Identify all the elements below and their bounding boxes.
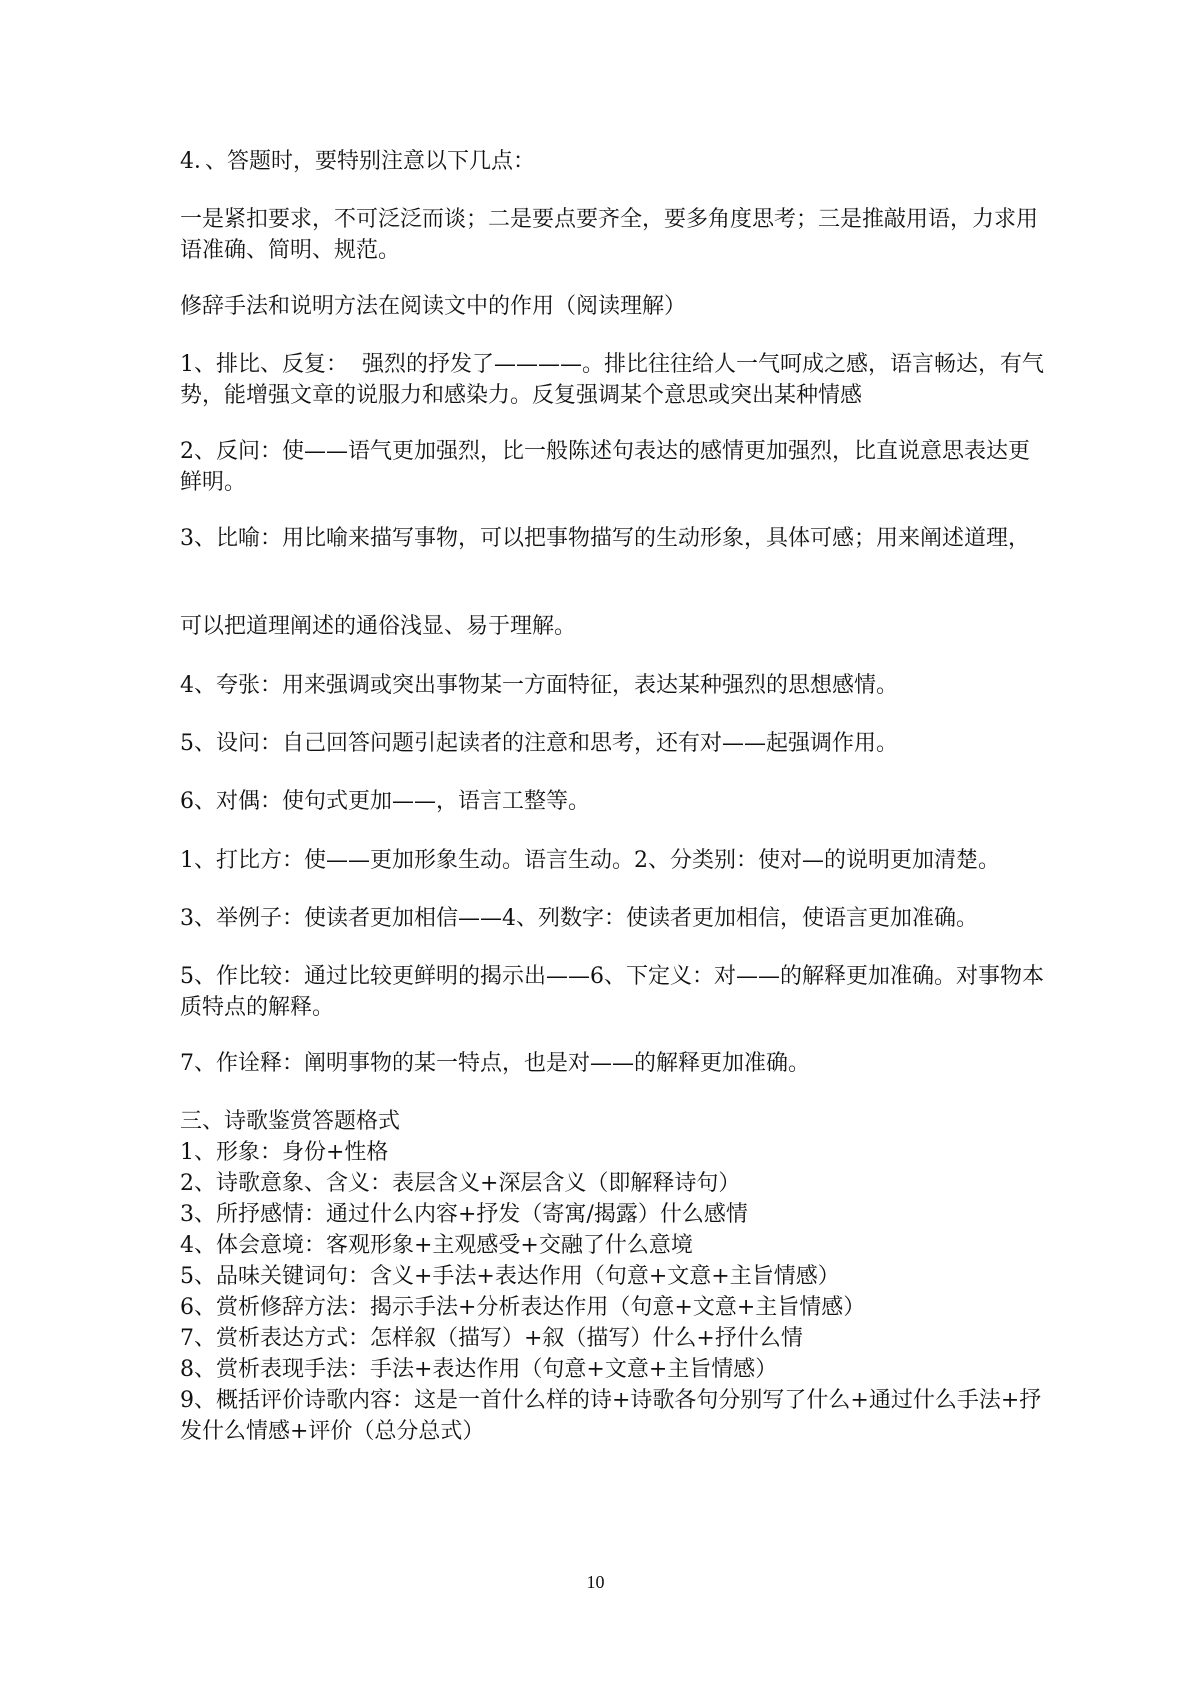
paragraph-antithesis: 6、对偶：使句式更加——，语言工整等。 xyxy=(180,789,590,814)
paragraph-comparison: 5、作比较：通过比较更鲜明的揭示出——6、下定义：对——的解释更加准确。对事物本质特点的解释。 xyxy=(180,964,1044,1020)
page-number: 10 xyxy=(586,1572,605,1592)
paragraph-answer-tips-heading: 4．、答题时，要特别注意以下几点： xyxy=(180,149,535,174)
paragraph-interpretation: 7、作诠释：阐明事物的某一特点，也是对——的解释更加准确。 xyxy=(180,1051,810,1076)
poetry-heading: 三、诗歌鉴赏答题格式 xyxy=(180,1109,401,1134)
poetry-item: 4、体会意境：客观形象+主观感受+交融了什么意境 xyxy=(180,1233,693,1258)
poetry-item: 5、品味关键词句：含义+手法+表达作用（句意+文意+主旨情感） xyxy=(180,1264,840,1289)
poetry-item: 9、概括评价诗歌内容：这是一首什么样的诗+诗歌各句分别写了什么+通过什么手法+抒发什么情感+评价（总分总式） xyxy=(180,1388,1042,1444)
poetry-item: 1、形象：身份+性格 xyxy=(180,1140,389,1165)
poetry-item: 2、诗歌意象、含义：表层含义+深层含义（即解释诗句） xyxy=(180,1171,741,1196)
paragraph-self-question: 5、设问：自己回答问题引起读者的注意和思考，还有对——起强调作用。 xyxy=(180,731,898,756)
paragraph-metaphor: 3、比喻：用比喻来描写事物，可以把事物描写的生动形象，具体可感；用来阐述道理， xyxy=(180,526,1030,551)
paragraph-parallelism: 1、排比、反复： 强烈的抒发了————。排比往往给人一气呵成之感，语言畅达，有气势，能增强文章的说服力和感染力。反复强调某个意思或突出某种情感 xyxy=(180,352,1044,408)
paragraph-metaphor-cont: 可以把道理阐述的通俗浅显、易于理解。 xyxy=(180,614,577,639)
poetry-item: 7、赏析表达方式：怎样叙（描写）+叙（描写）什么+抒什么情 xyxy=(180,1326,803,1351)
poetry-item: 3、所抒感情：通过什么内容+抒发（寄寓/揭露）什么感情 xyxy=(180,1202,748,1227)
paragraph-hyperbole: 4、夸张：用来强调或突出事物某一方面特征，表达某种强烈的思想感情。 xyxy=(180,673,898,698)
paragraph-analogy: 1、打比方：使——更加形象生动。语言生动。2、分类别：使对—的说明更加清楚。 xyxy=(180,848,1000,873)
paragraph-answer-tips: 一是紧扣要求，不可泛泛而谈；二是要点要齐全，要多角度思考；三是推敲用语，力求用语准确、简明、规范。 xyxy=(180,207,1039,263)
poetry-item: 6、赏析修辞方法：揭示手法+分析表达作用（句意+文意+主旨情感） xyxy=(180,1295,866,1320)
poetry-section xyxy=(180,1106,1050,1447)
paragraph-rhetoric-heading: 修辞手法和说明方法在阅读文中的作用（阅读理解） xyxy=(180,294,687,319)
poetry-item: 8、赏析表现手法：手法+表达作用（句意+文意+主旨情感） xyxy=(180,1357,778,1382)
paragraph-rhetorical-question: 2、反问：使——语气更加强烈，比一般陈述句表达的感情更加强烈，比直说意思表达更鲜明。 xyxy=(180,439,1030,495)
paragraph-examples: 3、举例子：使读者更加相信——4、列数字：使读者更加相信，使语言更加准确。 xyxy=(180,906,978,931)
